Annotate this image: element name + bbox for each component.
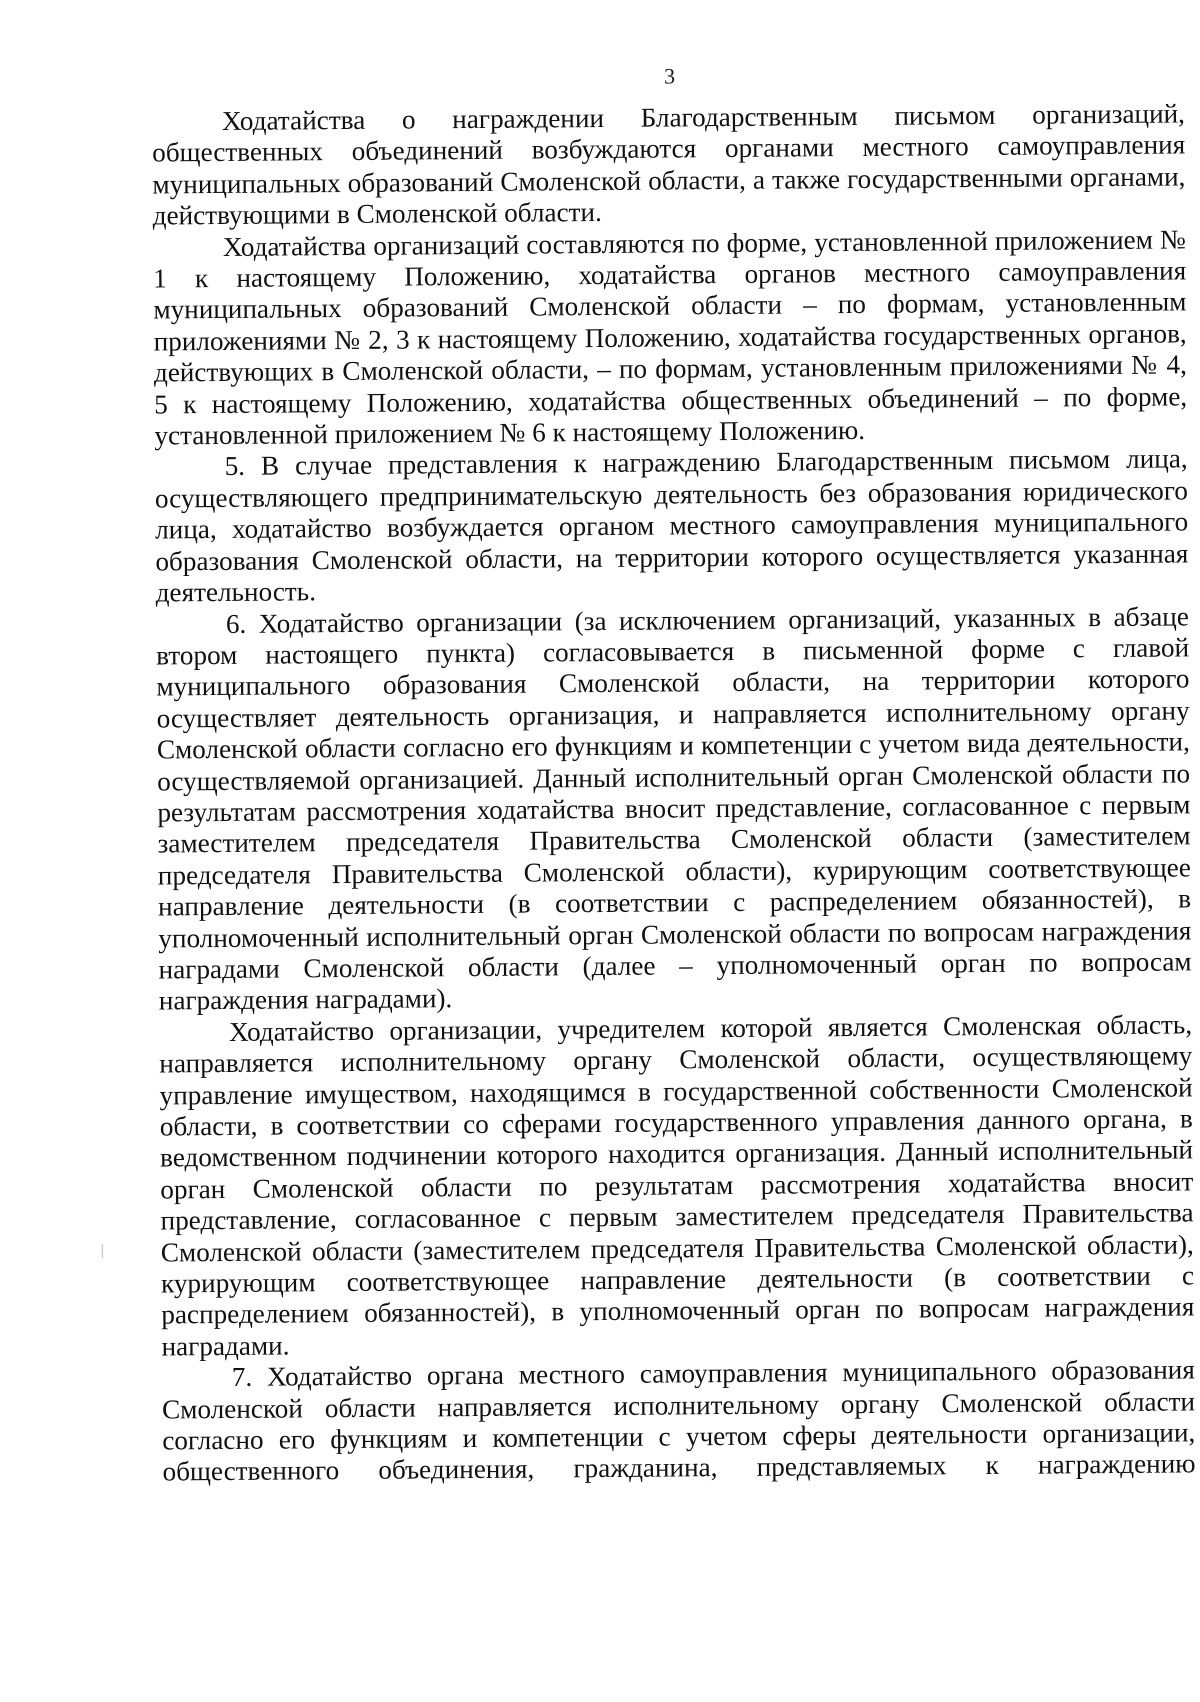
paragraph-item-6-second: Ходатайство организации, учредителем которой является Смоленская область, направляется исполнительному органу Смоленской области, осуществляющему управление имуществом, находящимся в государственной собственности Смоленской области, в соответствии со сферами государственного управления данного органа, в ведомственном подчинении которого находится организация. Данный исполнительный орган Смоленской области по результатам рассмотрения ходатайства вносит представление, согласованное с первым заместителем председателя Правительства Смоленской области (заместителем председателя Правительства Смоленской области), курирующим соответствующее направление деятельности (в соответствии с распределением обязанностей), в уполномоченный орган по вопросам награждения наградами.: [159, 1009, 1195, 1362]
scan-artifact-mark: [102, 1244, 103, 1258]
paragraph-petition-forms: Ходатайства организаций составляются по форме, установленной приложением № 1 к настоящему Положению, ходатайства органов местного самоуправления муниципальных образований Смоленской области – по формам, установленным приложениями № 2, 3 к настоящему Положению, ходатайства государственных органов, действующих в Смоленской области, – по формам, установленным приложениями № 4, 5 к настоящему Положению, ходатайства общественных объединений – по форме, установленной приложением № 6 к настоящему Положению.: [153, 224, 1188, 451]
paragraph-item-7: 7. Ходатайство органа местного самоуправления муниципального образования Смоленской области направляется исполнительному органу Смоленской области согласно его функциям и компетенции с учетом сферы деятельности организации, общественного объединения, гражданина, представляемых к награждению: [161, 1354, 1196, 1487]
page-number: 3: [664, 63, 676, 89]
paragraph-petitions-initiation: Ходатайства о награждении Благодарственным письмом организаций, общественных объединений возбуждаются органами местного самоуправления муниципальных образований Смоленской области, а также государственными органами, действующими в Смоленской области.: [152, 98, 1186, 231]
paragraph-item-6: 6. Ходатайство организации (за исключением организаций, указанных в абзаце втором настоящего пункта) согласовывается в письменной форме с главой муниципального образования Смоленской области, на территории которого осуществляет деятельность организация, и направляется исполнительному органу Смоленской области согласно его функциям и компетенции с учетом вида деятельности, осуществляемой организацией. Данный исполнительный орган Смоленской области по результатам рассмотрения ходатайства вносит представление, согласованное с первым заместителем председателя Правительства Смоленской области (заместителем председателя Правительства Смоленской области), курирующим соответствующее направление деятельности (в соответствии с распределением обязанностей), в уполномоченный исполнительный орган Смоленской области по вопросам награждения наградами Смоленской области (далее – уполномоченный орган по вопросам награждения наградами).: [156, 600, 1192, 1016]
document-body: [152, 98, 1196, 1488]
paragraph-item-5: 5. В случае представления к награждению Благодарственным письмом лица, осуществляющего предпринимательскую деятельность без образования юридического лица, ходатайство возбуждается органом местного самоуправления муниципального образования Смоленской области, на территории которого осуществляется указанная деятельность.: [154, 443, 1189, 608]
